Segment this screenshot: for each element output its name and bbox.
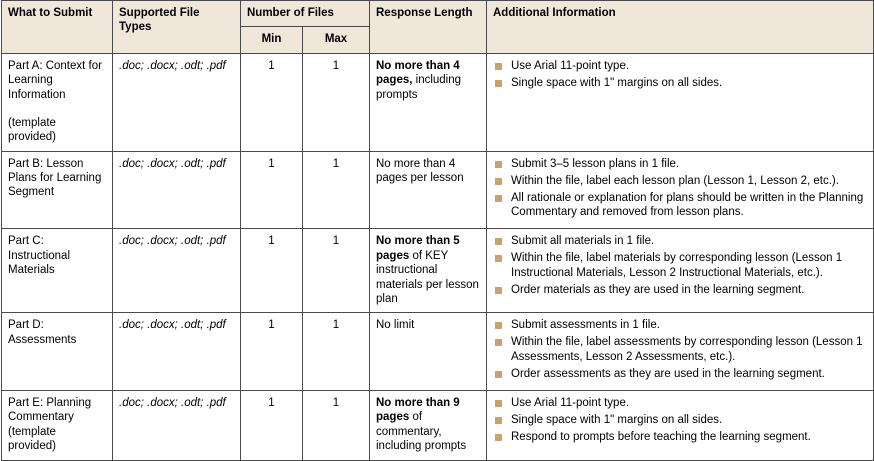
list-item: Submit assessments in 1 file.	[493, 318, 867, 333]
cell-min-files: 1	[241, 229, 303, 313]
cell-additional-information	[487, 229, 874, 313]
response-length-rest: No limit	[376, 319, 415, 332]
list-item: Submit 3–5 lesson plans in 1 file.	[493, 157, 867, 172]
part-title: Part D: Assessments	[8, 319, 77, 346]
additional-info-list	[493, 59, 867, 91]
response-length-rest: of KEY instructional materials per lesson plan	[376, 249, 479, 305]
column-header-number-of-files: Number of Files	[241, 1, 370, 27]
list-item: Order assessments as they are used in the learning segment.	[493, 367, 867, 382]
list-item: All rationale or explanation for plans should be written in the Planning Commentary and removed from lesson plans.	[493, 191, 867, 221]
part-subnote: (template provided)	[8, 425, 56, 453]
cell-additional-information	[487, 53, 874, 151]
cell-what-to-submit	[2, 391, 113, 461]
response-length-rest: of commentary, including prompts	[376, 411, 467, 453]
part-title: Part C: Instructional Materials	[8, 235, 71, 277]
list-item: Within the file, label assessments by corresponding lesson (Lesson 1 Assessments, Lesson 2 Assessments, etc.).	[493, 335, 867, 365]
table-header-row-1	[2, 1, 874, 27]
cell-min-files: 1	[241, 313, 303, 391]
cell-min-files: 1	[241, 53, 303, 151]
table-row	[2, 391, 874, 461]
part-subnote: (template provided)	[8, 116, 56, 144]
cell-response-length	[370, 151, 487, 229]
list-item: Within the file, label each lesson plan (Lesson 1, Lesson 2, etc.).	[493, 174, 867, 189]
response-length-bold: No more than 5 pages	[376, 235, 460, 262]
response-length-bold: No more than 9 pages	[376, 397, 460, 424]
cell-max-files: 1	[303, 151, 370, 229]
part-title: Part A: Context for Learning Information	[8, 59, 102, 101]
cell-response-length	[370, 313, 487, 391]
cell-min-files: 1	[241, 391, 303, 461]
column-header-max: Max	[303, 27, 370, 53]
column-header-supported-file-types: Supported File Types	[113, 1, 241, 54]
response-length-rest: including prompts	[376, 74, 462, 101]
additional-info-list	[493, 396, 867, 445]
cell-additional-information	[487, 151, 874, 229]
additional-info-list	[493, 234, 867, 298]
cell-max-files: 1	[303, 313, 370, 391]
cell-response-length	[370, 53, 487, 151]
additional-info-list	[493, 157, 867, 221]
cell-additional-information	[487, 313, 874, 391]
column-header-response-length: Response Length	[370, 1, 487, 54]
cell-file-types: .doc; .docx; .odt; .pdf	[113, 229, 241, 313]
cell-max-files: 1	[303, 53, 370, 151]
response-length-rest: No more than 4 pages per lesson	[376, 157, 464, 184]
table-row	[2, 53, 874, 151]
list-item: Use Arial 11-point type.	[493, 59, 867, 74]
cell-min-files: 1	[241, 151, 303, 229]
list-item: Single space with 1" margins on all sides.	[493, 413, 867, 428]
list-item: Respond to prompts before teaching the learning segment.	[493, 430, 867, 445]
part-title: Part B: Lesson Plans for Learning Segment	[8, 157, 102, 199]
cell-file-types: .doc; .docx; .odt; .pdf	[113, 151, 241, 229]
table-row	[2, 313, 874, 391]
cell-what-to-submit	[2, 151, 113, 229]
list-item: Single space with 1" margins on all sides.	[493, 76, 867, 91]
response-length-bold: No more than 4 pages,	[376, 59, 460, 87]
table-header	[2, 1, 874, 54]
cell-max-files: 1	[303, 391, 370, 461]
column-header-what-to-submit: What to Submit	[2, 1, 113, 54]
list-item: Within the file, label materials by corresponding lesson (Lesson 1 Instructional Materials, Lesson 2 Instructional Materials, etc.).	[493, 251, 867, 281]
table-row	[2, 151, 874, 229]
list-item: Order materials as they are used in the learning segment.	[493, 283, 867, 298]
cell-response-length	[370, 229, 487, 313]
cell-what-to-submit	[2, 313, 113, 391]
cell-what-to-submit	[2, 229, 113, 313]
cell-file-types: .doc; .docx; .odt; .pdf	[113, 53, 241, 151]
list-item: Submit all materials in 1 file.	[493, 234, 867, 249]
cell-max-files: 1	[303, 229, 370, 313]
cell-file-types: .doc; .docx; .odt; .pdf	[113, 391, 241, 461]
additional-info-list	[493, 318, 867, 382]
cell-response-length	[370, 391, 487, 461]
table-row	[2, 229, 874, 313]
cell-file-types: .doc; .docx; .odt; .pdf	[113, 313, 241, 391]
submission-requirements-table	[1, 0, 874, 461]
column-header-min: Min	[241, 27, 303, 53]
cell-what-to-submit	[2, 53, 113, 151]
column-header-additional-information: Additional Information	[487, 1, 874, 54]
part-title: Part E: Planning Commentary	[8, 397, 92, 424]
list-item: Use Arial 11-point type.	[493, 396, 867, 411]
cell-additional-information	[487, 391, 874, 461]
table-body	[2, 53, 874, 460]
